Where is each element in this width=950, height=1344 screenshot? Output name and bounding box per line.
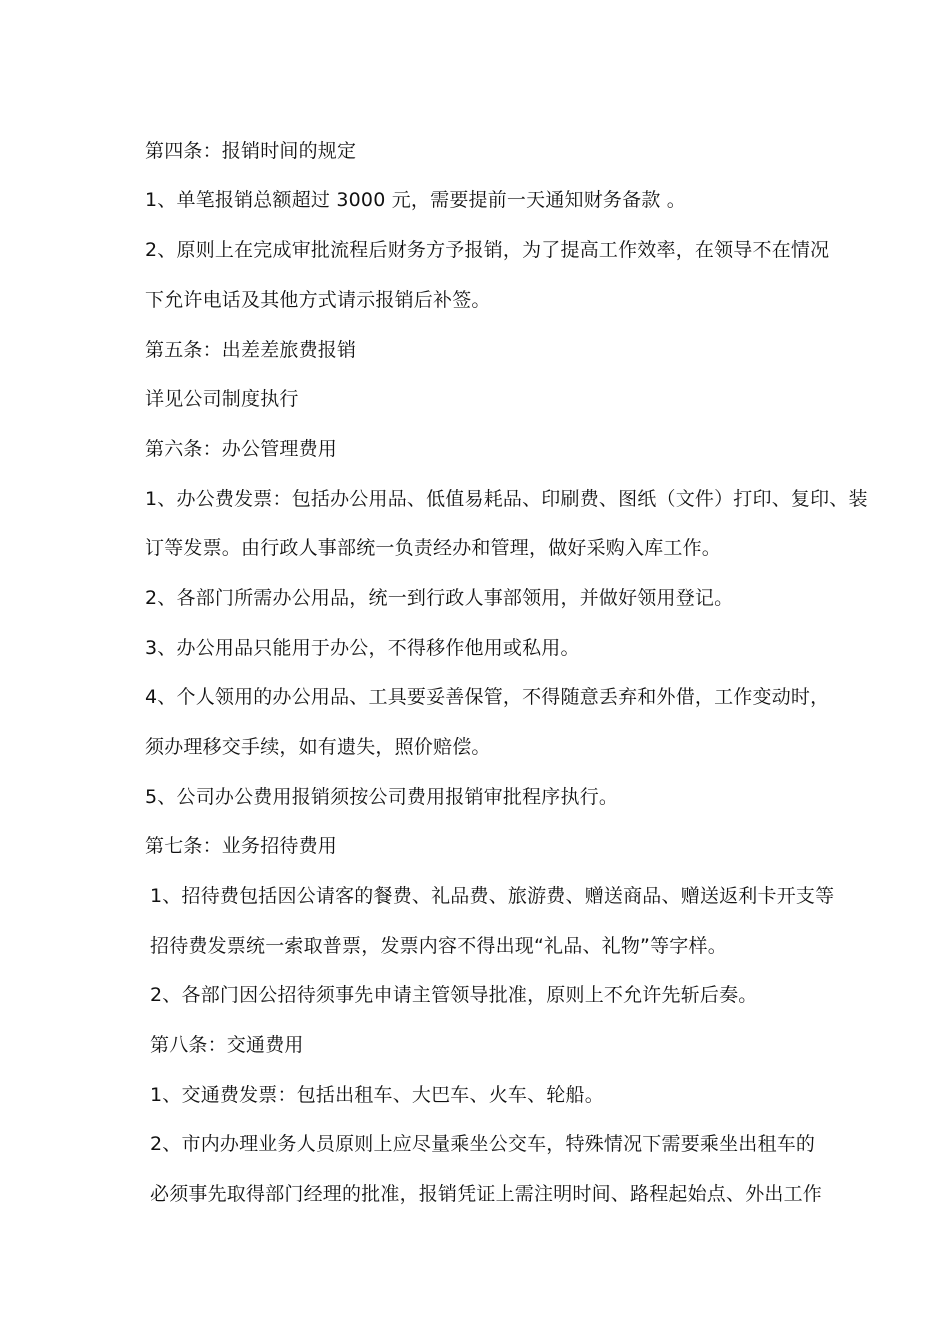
paragraph-line: 2、原则上在完成审批流程后财务方予报销，为了提高工作效率，在领导不在情况	[145, 239, 830, 261]
paragraph-line: 2、各部门所需办公用品，统一到行政人事部领用，并做好领用登记。	[145, 587, 734, 609]
paragraph-line: 4、个人领用的办公用品、工具要妥善保管，不得随意丢弃和外借，工作变动时，	[145, 686, 830, 708]
paragraph-line: 1、交通费发票：包括出租车、大巴车、火车、轮船。	[150, 1084, 604, 1106]
section-heading-article-4: 第四条：报销时间的规定	[145, 140, 357, 162]
paragraph-line: 1、办公费发票：包括办公用品、低值易耗品、印刷费、图纸（文件）打印、复印、装	[145, 488, 868, 510]
paragraph-line: 2、市内办理业务人员原则上应尽量乘坐公交车，特殊情况下需要乘坐出租车的	[150, 1133, 816, 1155]
paragraph-line: 3、办公用品只能用于办公，不得移作他用或私用。	[145, 637, 580, 659]
section-heading-article-6: 第六条：办公管理费用	[145, 438, 338, 460]
paragraph-line: 须办理移交手续，如有遗失，照价赔偿。	[145, 736, 491, 758]
section-heading-article-8: 第八条：交通费用	[150, 1034, 304, 1056]
paragraph-line: 1、单笔报销总额超过 3000 元，需要提前一天通知财务备款 。	[145, 189, 686, 211]
paragraph-line: 必须事先取得部门经理的批准，报销凭证上需注明时间、路程起始点、外出工作	[150, 1183, 823, 1205]
paragraph-line: 订等发票。由行政人事部统一负责经办和管理，做好采购入库工作。	[145, 537, 722, 559]
section-heading-article-7: 第七条：业务招待费用	[145, 835, 338, 857]
paragraph-line: 详见公司制度执行	[145, 388, 299, 410]
section-heading-article-5: 第五条：出差差旅费报销	[145, 339, 357, 361]
paragraph-line: 1、招待费包括因公请客的餐费、礼品费、旅游费、赠送商品、赠送返利卡开支等	[150, 885, 835, 907]
paragraph-line: 5、公司办公费用报销须按公司费用报销审批程序执行。	[145, 786, 619, 808]
paragraph-line: 2、各部门因公招待须事先申请主管领导批准，原则上不允许先斩后奏。	[150, 984, 758, 1006]
paragraph-line: 下允许电话及其他方式请示报销后补签。	[145, 289, 491, 311]
paragraph-line: 招待费发票统一索取普票，发票内容不得出现“礼品、礼物”等字样。	[150, 935, 727, 957]
